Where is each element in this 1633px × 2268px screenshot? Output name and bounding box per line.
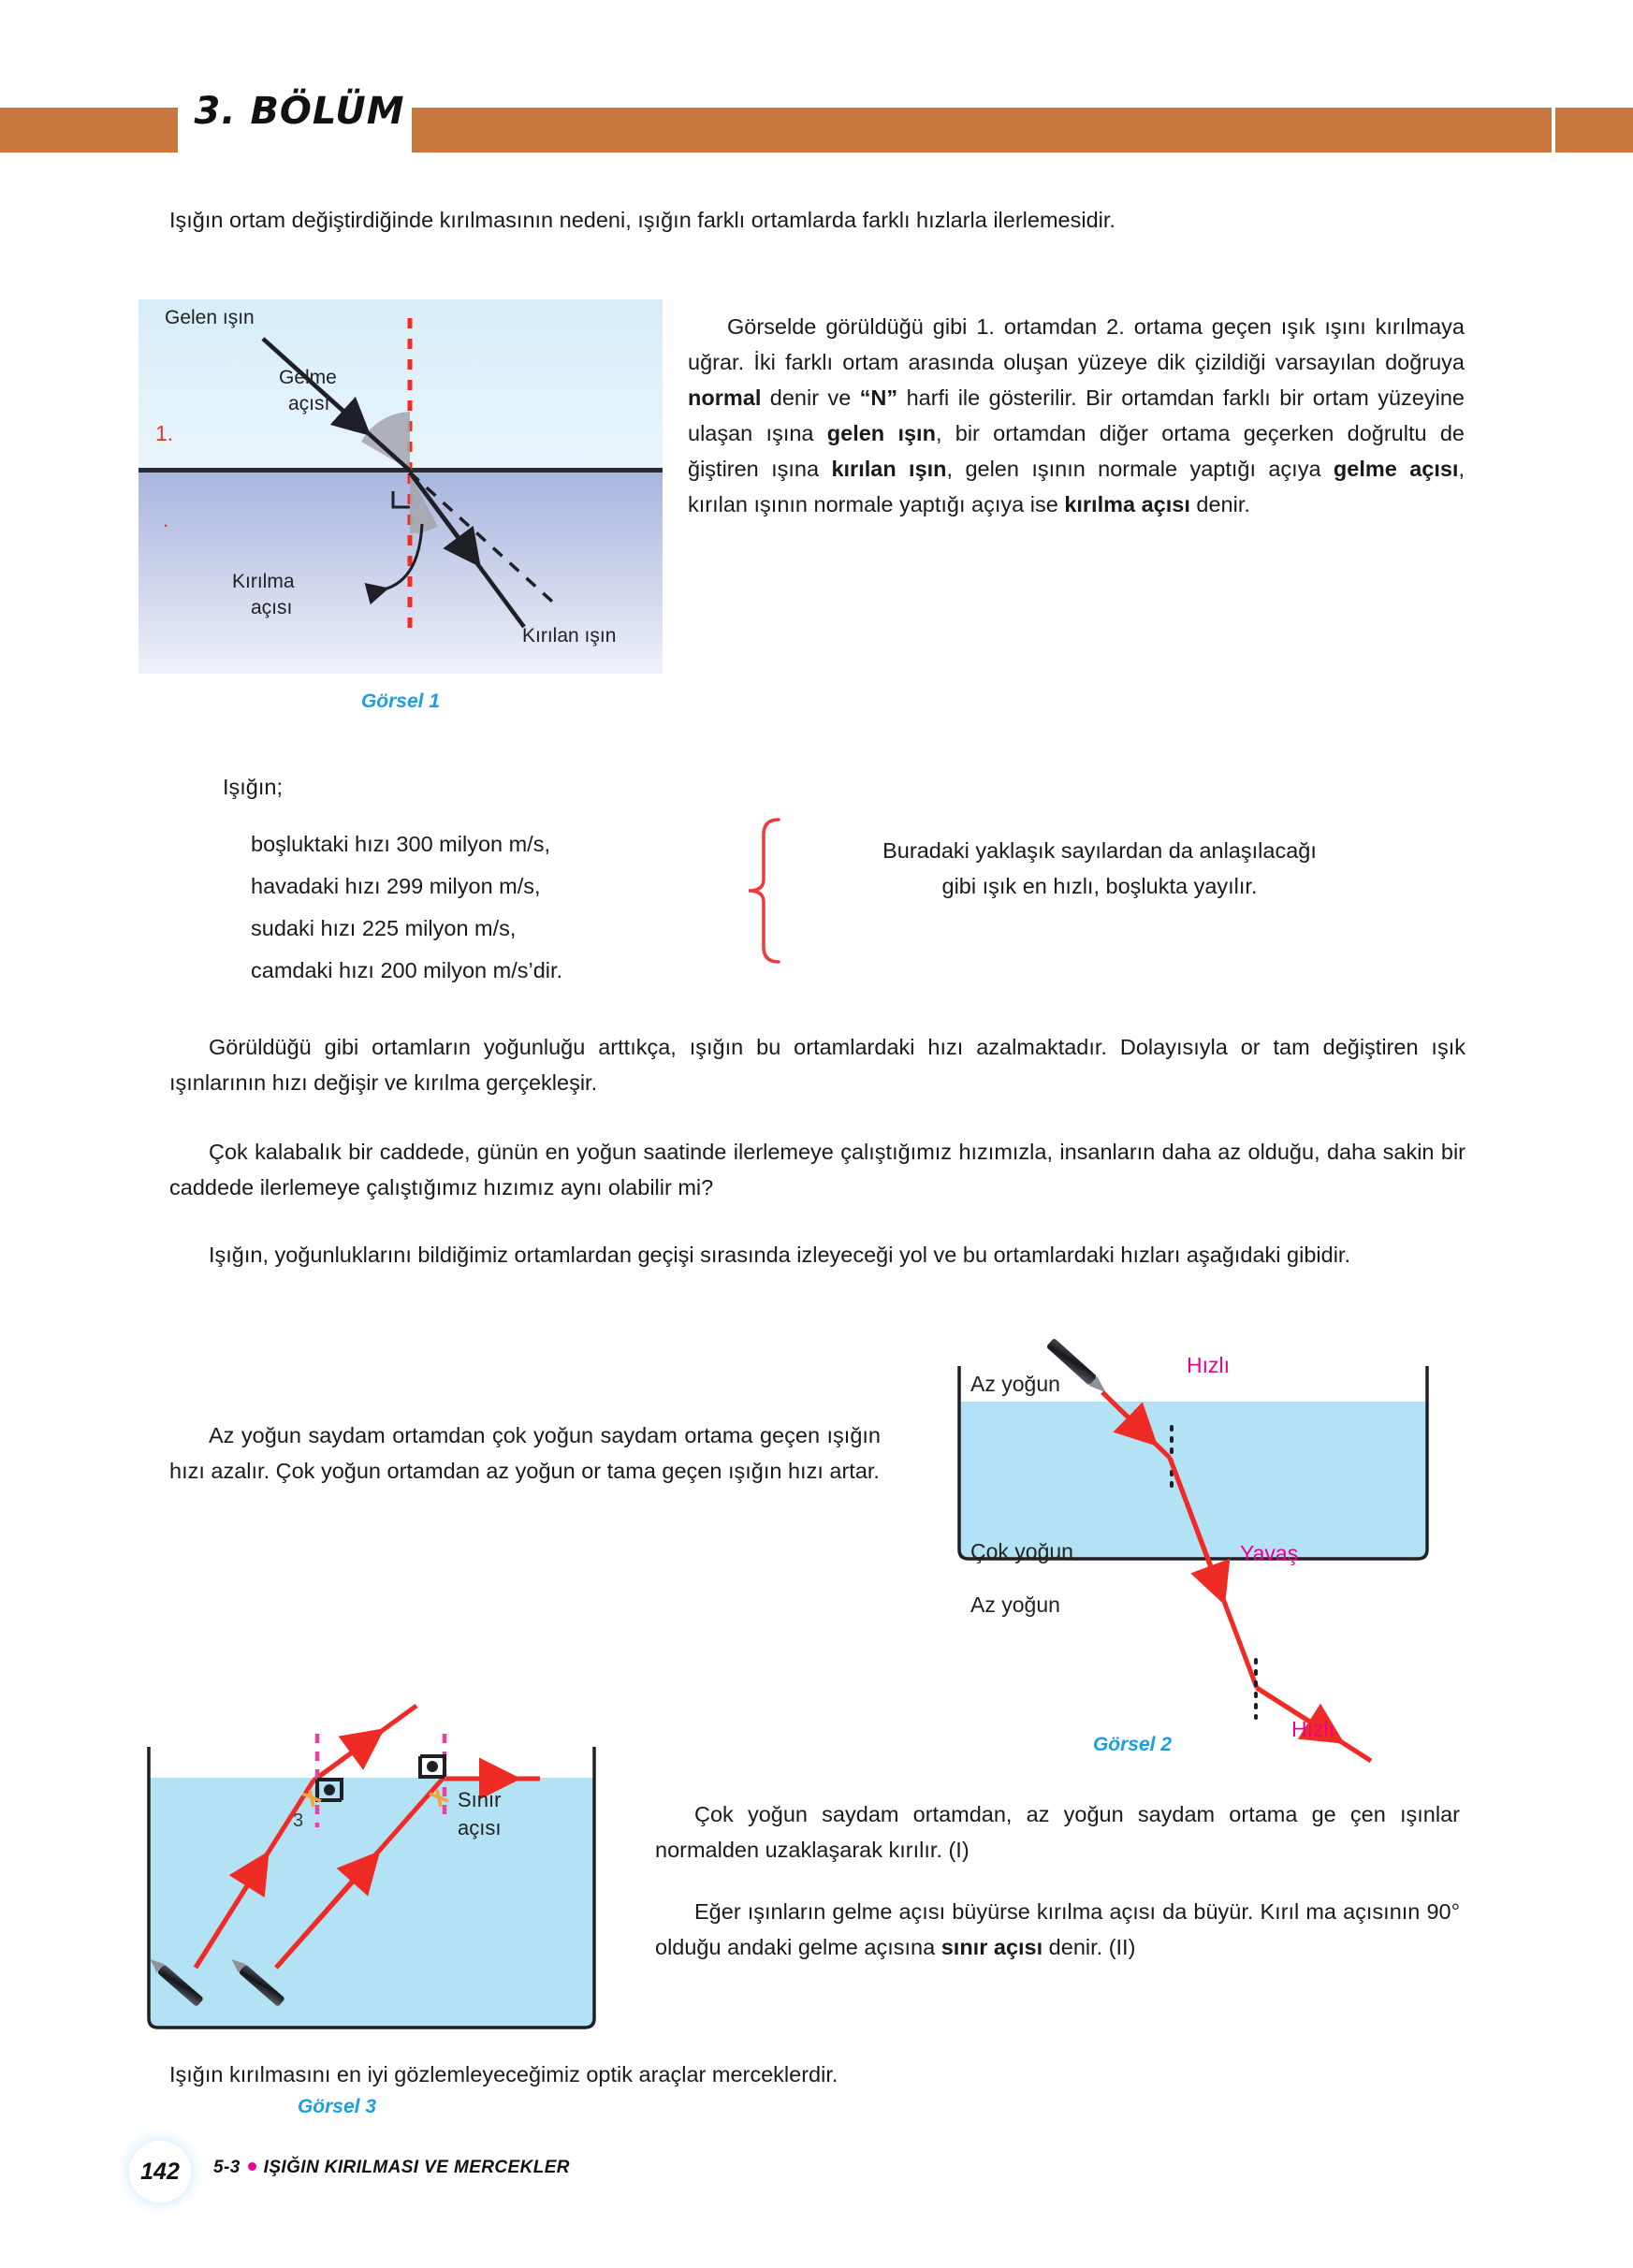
note-speed-change [169, 1418, 881, 1489]
gorsel3-label-critical-2: açısı [458, 1816, 502, 1839]
gorsel2-label-less-dense-top: Az yoğun [970, 1372, 1060, 1396]
paragraph-3-text: Işığın, yoğunluklarını bildiğimiz ortamlardan geçişi sırasında izleyeceği yol ve bu ortamlardaki hızları aşağıdaki gibidir. [209, 1243, 1350, 1267]
gorsel1-right-angle-tick [393, 491, 410, 507]
bottom-paragraph-2 [655, 1894, 1460, 1965]
page-number-badge: 142 [131, 2143, 189, 2201]
figure-gorsel-2 [931, 1310, 1465, 1756]
speed-item-vacuum: boşluktaki hızı 300 milyon m/s, [251, 832, 550, 856]
expl-part-1: Görselde görüldüğü gibi 1. ortamdan 2. ortama geçen ışık ışını kırılmaya uğrar. İki farklı ortam arasında oluşan yüzeye dik çizildiği varsayılan doğruya [688, 314, 1465, 375]
gorsel2-caption: Görsel 2 [1092, 1734, 1173, 1755]
expl-bold-n: “N” [859, 385, 898, 411]
figure-gorsel-3 [136, 1689, 604, 2118]
expl-part-2: denir ve [761, 385, 860, 411]
gorsel3-ray1-arrow-out [313, 1739, 370, 1781]
header-band-left [0, 108, 178, 153]
speeds-note [791, 833, 1408, 904]
footer-title: IŞIĞIN KIRILMASI VE MERCEKLER [263, 2158, 570, 2177]
expl-bold-incidence-angle: gelme açısı [1333, 457, 1459, 482]
chapter-title: 3. BÖLÜM [194, 90, 405, 133]
note-speed-change-text: Az yoğun saydam ortamdan çok yoğun saydam ortama geçen ışığın hızı azalır. Çok yoğun ortamdan az yoğun or tama geçen ışığın hızı artar. [169, 1423, 881, 1484]
bottom-p2-part-1: Eğer ışınların gelme açısı büyürse kırılma açısı da büyür. Kırıl ma açısının 90° olduğu andaki gelme açısına [655, 1899, 1460, 1960]
gorsel1-medium-2-label: . [163, 507, 169, 531]
expl-part-5: , gelen ışının normale yaptığı açıya [946, 457, 1334, 482]
speeds-heading: Işığın; [223, 775, 284, 799]
brace-icon [739, 816, 786, 966]
gorsel2-water-fill [959, 1402, 1427, 1559]
gorsel3-caption: Görsel 3 [297, 2096, 377, 2117]
paragraph-crowded-street [169, 1134, 1465, 1205]
bottom-paragraph-1: Çok yoğun saydam ortamdan, az yoğun saydam ortama ge çen ışınlar normalden uzaklaşarak kırılır. (I) [655, 1802, 1460, 1863]
gorsel2-diagram [931, 1310, 1465, 1741]
closing-line: Işığın kırılmasını en iyi gözlemleyeceğimiz optik araçlar merceklerdir. [169, 2062, 838, 2086]
header-band-tail [1555, 108, 1633, 153]
header-band-right [412, 108, 1552, 153]
bottom-p2-bold: sınır açısı [940, 1935, 1043, 1960]
gorsel2-label-less-dense-bottom: Az yoğun [970, 1592, 1060, 1617]
expl-part-7: denir. [1189, 492, 1250, 517]
expl-part-4: , bir ortamdan diğer ortama geçerken doğrultu de ğiştiren ışına [688, 421, 1465, 482]
paragraph-1-text: Görüldüğü gibi ortamların yoğunluğu arttıkça, ışığın bu ortamlardaki hızı azalmaktadır. Dolayısıyla or tam değiştiren ışık ışınlarının hızı değişir ve kırılma gerçekleşir. [169, 1035, 1465, 1096]
speeds-brace [739, 816, 786, 970]
expl-bold-refracted: kırılan ışın [831, 457, 947, 482]
gorsel1-ray-diagram [139, 299, 663, 674]
figure-gorsel-1 [139, 299, 663, 713]
expl-part-3: harfi ile gösterilir. Bir ortamdan farklı bir ortam yüzeyine ulaşan ışına [688, 385, 1465, 446]
gorsel1-label-refracted-ray: Kırılan ışın [522, 625, 617, 647]
footer-title-group [213, 2158, 570, 2178]
paragraph-2-text: Çok kalabalık bir caddede, günün en yoğun saatinde ilerlemeye çalıştığımız hızımızla, insanların daha az olduğu, daha sakin bir caddede ilerlemeye çalıştığımız hızımız aynı olabilir mi? [169, 1140, 1465, 1200]
gorsel3-label-critical-1: Sınır [458, 1788, 502, 1811]
bottom-p2-part-2: denir. (II) [1042, 1935, 1136, 1960]
gorsel1-medium-1-label: 1. [155, 421, 174, 445]
gorsel3-right-angle-box-2 [420, 1756, 445, 1777]
speeds-note-line-2: gibi ışık en hızlı, boşlukta yayılır. [941, 874, 1258, 899]
gorsel2-label-fast-top: Hızlı [1187, 1353, 1230, 1377]
paragraph-path-speeds [169, 1237, 1465, 1272]
speeds-list [251, 823, 562, 992]
expl-bold-incident: gelen ışın [826, 421, 936, 446]
footer-dot-icon [248, 2162, 256, 2171]
gorsel3-water-fill [149, 1778, 594, 2028]
gorsel1-label-refraction-angle-line1: Kırılma [232, 571, 295, 592]
speed-item-water: sudaki hızı 225 milyon m/s, [251, 916, 517, 941]
footer-section: 5-3 [213, 2158, 241, 2177]
speed-item-glass: camdaki hızı 200 milyon m/s’dir. [251, 958, 563, 983]
speed-item-air: havadaki hızı 299 milyon m/s, [251, 874, 541, 899]
gorsel1-extension-dashed [410, 472, 560, 608]
gorsel2-label-fast-bottom: Hızlı [1291, 1717, 1334, 1741]
gorsel1-label-refraction-angle-line2: açısı [251, 597, 293, 618]
gorsel1-canvas [139, 299, 663, 674]
intro-line: Işığın ortam değiştirdiğinde kırılmasının nedeni, ışığın farklı ortamlarda farklı hızlarla ilerlemesidir. [169, 208, 1115, 232]
gorsel1-incidence-angle-fill [361, 412, 410, 470]
gorsel1-label-incidence-angle-line1: Gelme [279, 367, 337, 388]
gorsel1-refraction-angle-pointer [384, 524, 422, 589]
gorsel2-label-more-dense: Çok yoğun [970, 1539, 1073, 1563]
bottom-right-paragraphs [655, 1796, 1460, 1965]
gorsel1-label-incident-ray: Gelen ışın [165, 307, 255, 328]
gorsel1-label-incidence-angle-line2: açısı [288, 393, 330, 414]
speeds-note-line-1: Buradaki yaklaşık sayılardan da anlaşılacağı [882, 838, 1317, 863]
refraction-explanation [688, 309, 1465, 522]
gorsel1-caption: Görsel 1 [360, 691, 441, 712]
expl-part-6: , kırılan ışının normale yaptığı açıya ise [688, 457, 1465, 517]
paragraph-density-speed [169, 1029, 1465, 1100]
gorsel3-diagram [136, 1689, 604, 2082]
gorsel3-label-angle-mark: 3 [293, 1810, 304, 1831]
gorsel2-label-slow: Yavaş [1240, 1541, 1299, 1565]
expl-bold-refraction-angle: kırılma açısı [1064, 492, 1190, 517]
expl-bold-normal: normal [688, 385, 762, 411]
